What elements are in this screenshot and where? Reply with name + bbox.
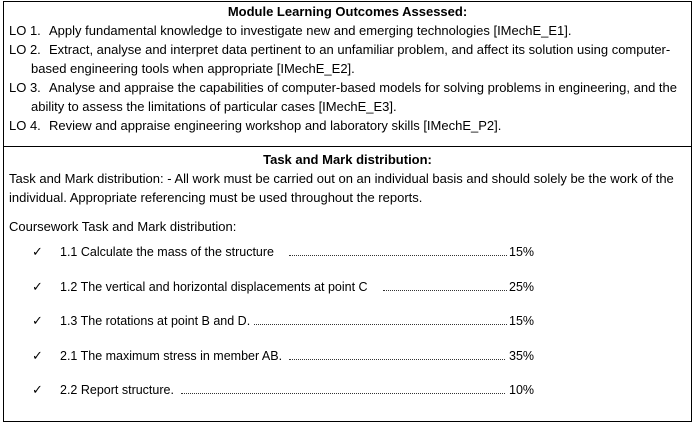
task-row: [32, 380, 552, 400]
outcome-code: LO 2.: [9, 42, 41, 57]
checkmark-icon: ✓: [32, 244, 43, 259]
task-label: 2.2 Report structure.: [60, 383, 174, 397]
outcome-text: Extract, analyse and interpret data pertinent to an unfamiliar problem, and affect its solution using computer-: [49, 42, 671, 57]
coursework-subheading: Coursework Task and Mark distribution:: [9, 219, 237, 234]
leader-dots: [254, 324, 507, 325]
task-label: 1.3 The rotations at point B and D.: [60, 314, 251, 328]
task-row: [32, 346, 552, 366]
leader-dots: [181, 393, 505, 394]
outcome-lo1: [4, 21, 691, 40]
checkmark-icon: ✓: [32, 313, 43, 328]
outcome-code: LO 3.: [9, 80, 41, 95]
outcome-text: Apply fundamental knowledge to investigate new and emerging technologies [IMechE_E1].: [49, 23, 572, 38]
outcome-lo3: [4, 78, 691, 116]
leader-dots: [289, 359, 505, 360]
distribution-paragraph-line: individual. Appropriate referencing must be used throughout the reports.: [9, 190, 423, 205]
task-percent: 10%: [509, 383, 535, 397]
task-row: [32, 277, 552, 297]
checkmark-icon: ✓: [32, 348, 43, 363]
outcome-lo4: [4, 116, 691, 135]
outcome-text: Review and appraise engineering workshop and laboratory skills [IMechE_P2].: [49, 118, 502, 133]
task-label: 1.2 The vertical and horizontal displacements at point C: [60, 280, 368, 294]
outcome-text-continued: based engineering tools when appropriate [IMechE_E2].: [31, 61, 355, 76]
document-frame: [3, 1, 692, 422]
task-label: 1.1 Calculate the mass of the structure: [60, 245, 274, 259]
task-percent: 15%: [509, 314, 535, 328]
task-row: [32, 311, 552, 331]
checkmark-icon: ✓: [32, 279, 43, 294]
distribution-paragraph-line: Task and Mark distribution: - All work must be carried out on an individual basis and should solely be the work of the: [9, 171, 674, 186]
learning-outcomes-section: [4, 2, 691, 147]
outcome-text-continued: ability to assess the limitations of particular cases [IMechE_E3].: [31, 99, 397, 114]
checkmark-icon: ✓: [32, 382, 43, 397]
task-row: [32, 242, 552, 262]
mark-distribution-heading: Task and Mark distribution:: [263, 152, 432, 167]
outcome-text: Analyse and appraise the capabilities of computer-based models for solving problems in engineering, and the: [49, 80, 677, 95]
leader-dots: [289, 255, 507, 256]
outcome-lo2: [4, 40, 691, 78]
learning-outcomes-heading: Module Learning Outcomes Assessed:: [227, 4, 468, 19]
task-percent: 15%: [509, 245, 535, 259]
mark-distribution-section: [4, 147, 691, 421]
outcome-code: LO 4.: [9, 118, 41, 133]
leader-dots: [383, 290, 507, 291]
task-percent: 35%: [509, 349, 535, 363]
task-label: 2.1 The maximum stress in member AB.: [60, 349, 283, 363]
outcome-code: LO 1.: [9, 23, 41, 38]
distribution-paragraph: [4, 169, 691, 236]
task-percent: 25%: [509, 280, 535, 294]
